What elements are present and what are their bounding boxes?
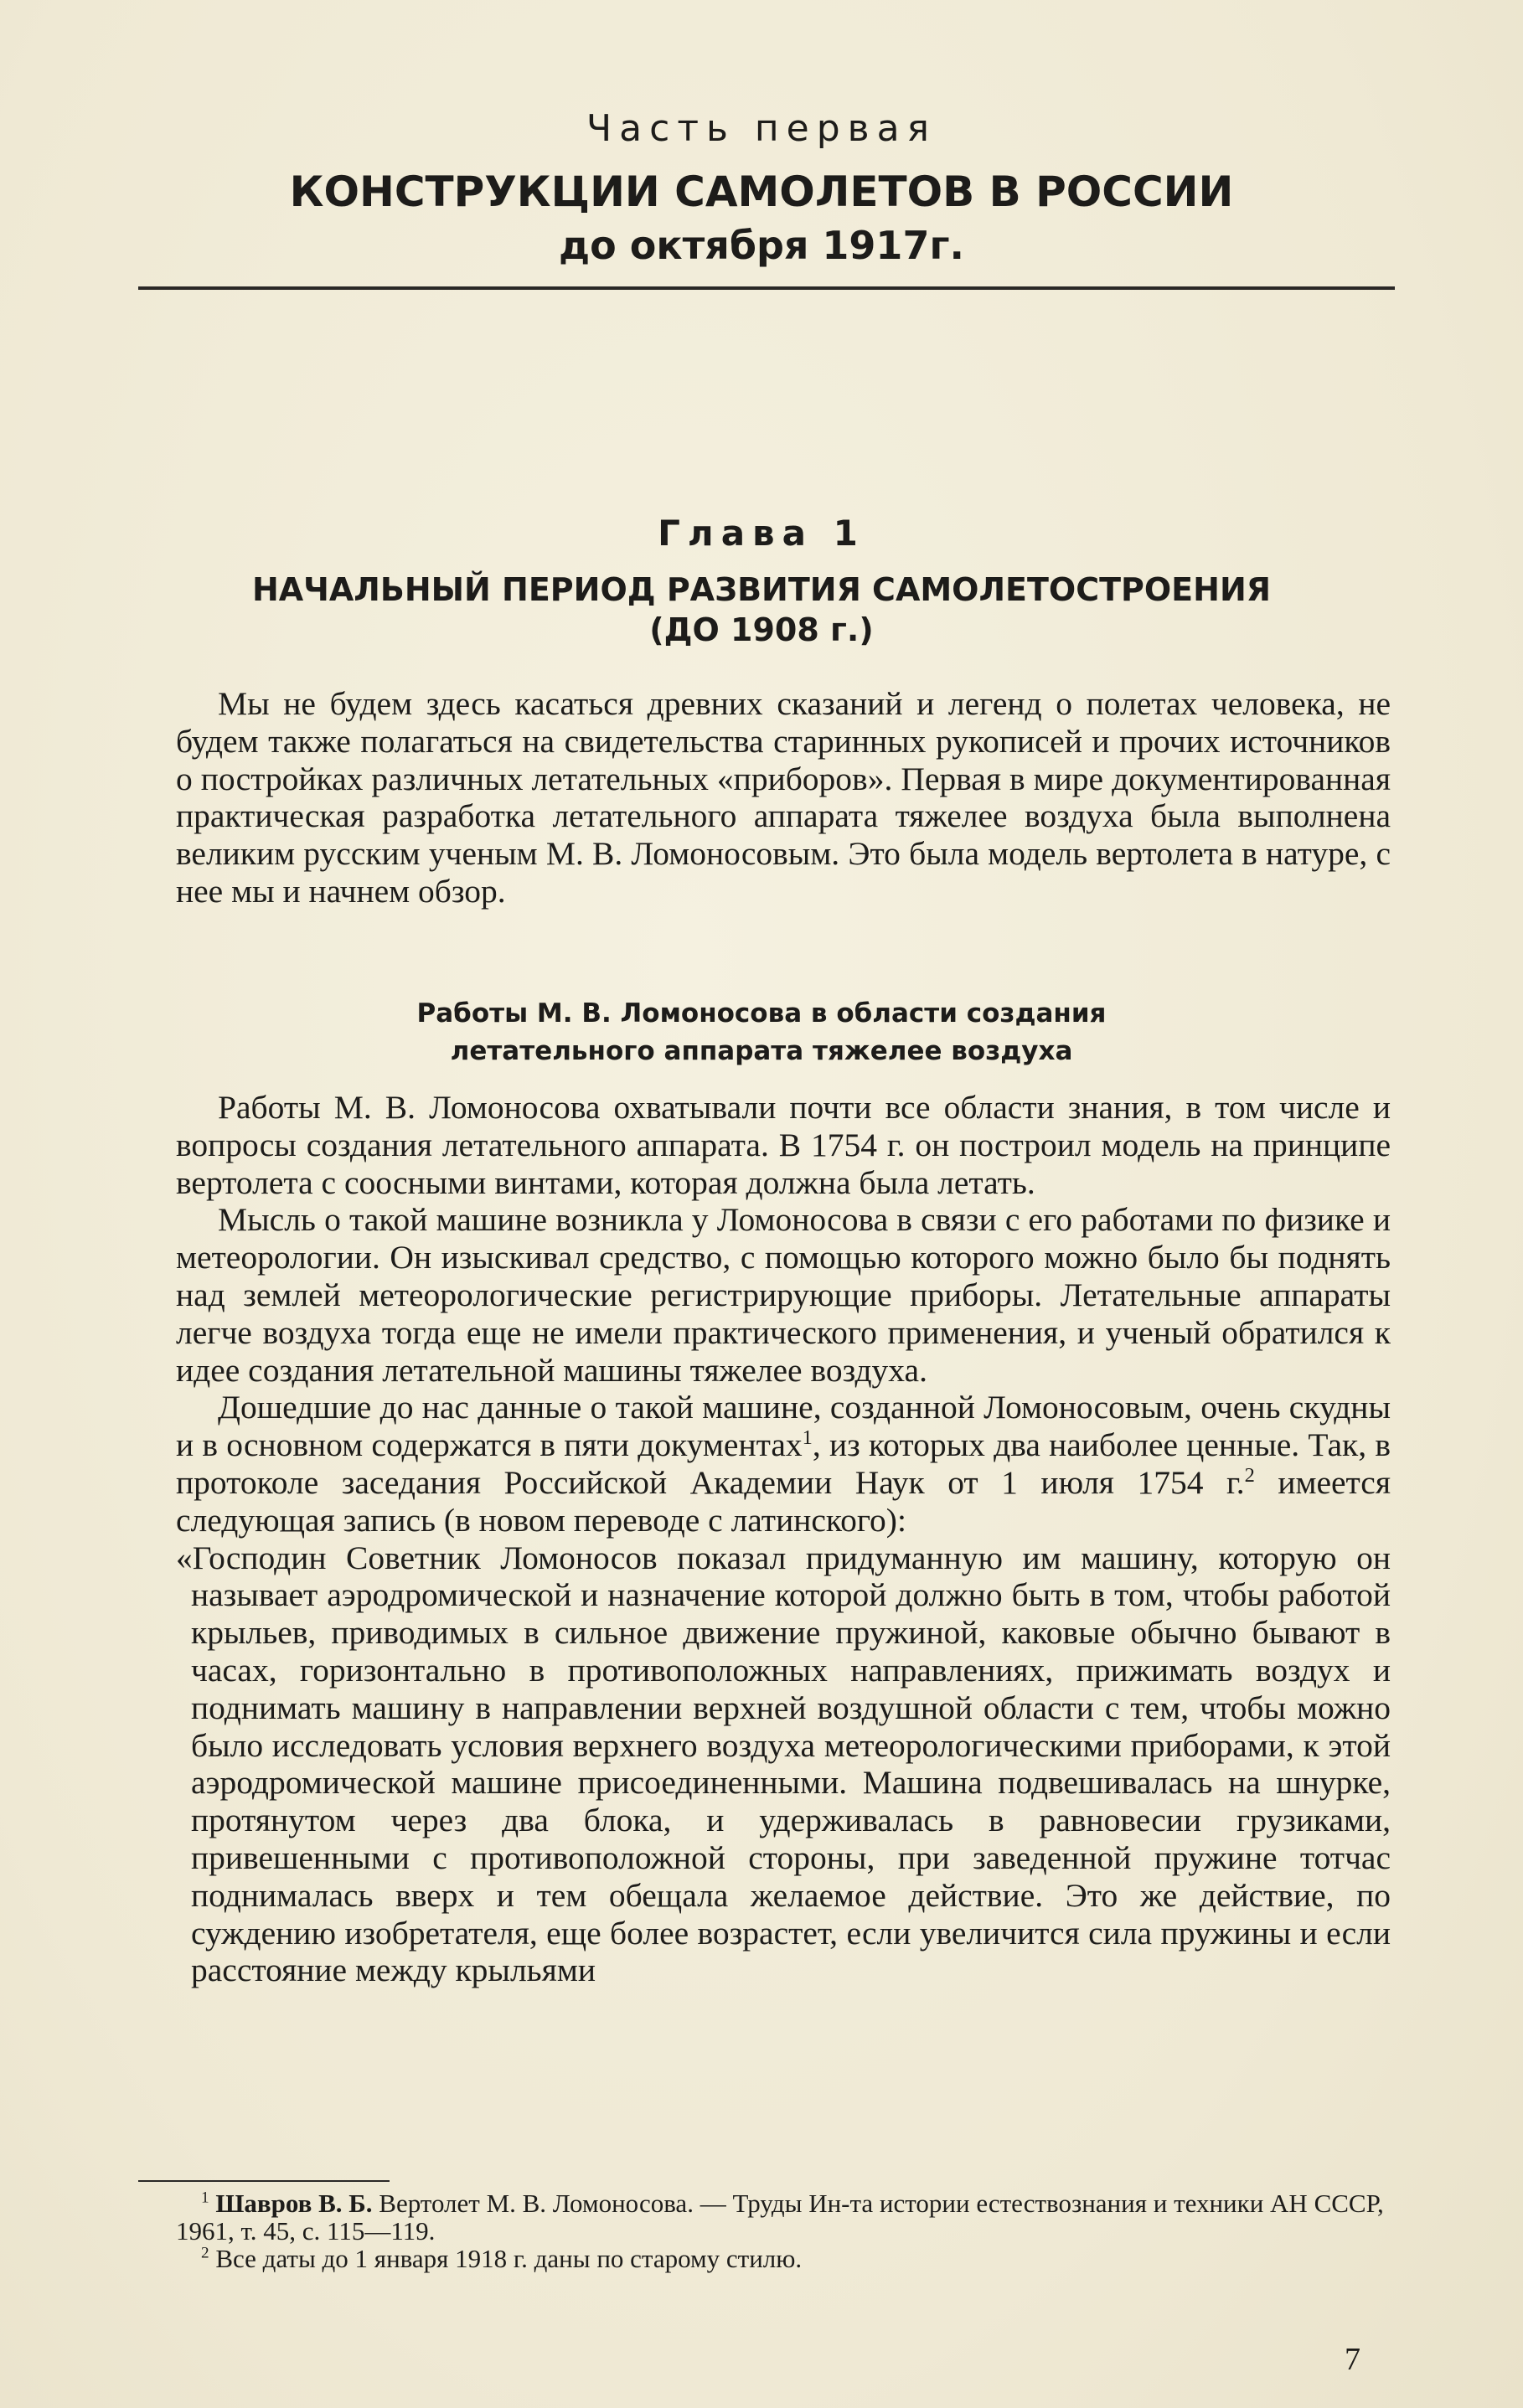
chapter-label: Глава 1 — [658, 513, 865, 554]
footnote-2 — [176, 2245, 1391, 2272]
section-heading-line1: Работы М. В. Ломоносова в области создания — [416, 998, 1107, 1029]
header-divider — [138, 286, 1395, 290]
footnote-1-author: Шавров В. Б. — [215, 2189, 373, 2218]
part-label: Часть первая — [586, 107, 937, 150]
quote-paragraph: «Господин Советник Ломоносов показал придуманную им машину, которую он называет аэродромической и назначение которой должно быть в том, чтобы работой крыльев, приводимых в сильное движение пружиной, каковые обычно бывают в часах, горизонтально в противоположных направлениях, прижимать воздух и поднимать машину в направлении верхней воздушной области с тем, чтобы можно было исследовать условия верхнего воздуха метеорологическими приборами, к этой аэродромической машине присоединенными. Машина подвешивалась на шнурке, протянутом через два блока, и удерживалась в равновесии грузиками, привешенными с противоположной стороны, при заведенной пружине тотчас поднималась вверх и тем обещала желаемое действие. Это же действие, по суждению изобретателя, еще более возрастет, если увеличится сила пружины и если расстояние между крыльями — [176, 1539, 1391, 1989]
footnote-2-text: Все даты до 1 января 1918 г. даны по старому стилю. — [209, 2244, 803, 2273]
paragraph-3-part-b: , из которых два наиболее ценные. Так, в протоколе заседания Российской Академии Наук от 1 июля 1754 г. — [176, 1426, 1391, 1501]
footnotes — [176, 2189, 1391, 2272]
intro-paragraph: Мы не будем здесь касаться древних сказаний и легенд о полетах человека, не будем также полагаться на свидетельства старинных рукописей и прочих источников о постройках различных летательных «приборов». Первая в мире документированная практическая разработка летательного аппарата тяжелее воздуха была выполнена великим русским ученым М. В. Ломоносовым. Это была модель вертолета в натуре, с нее мы и начнем обзор. — [176, 685, 1391, 910]
section-paragraph-2: Мысль о такой машине возникла у Ломоносова в связи с его работами по физике и метеорологии. Он изыскивал средство, с помощью которого можно было бы поднять над землей метеорологические регистрирующие приборы. Летательные аппараты легче воздуха тогда еще не имели практического применения, и ученый обратился к идее создания летательной машины тяжелее воздуха. — [176, 1201, 1391, 1389]
footnote-2-mark: 2 — [201, 2244, 209, 2262]
chapter-subtitle: (ДО 1908 г.) — [649, 611, 874, 648]
section-paragraph-1: Работы М. В. Ломоносова охватывали почти все области знания, в том числе и вопросы создания летательного аппарата. В 1754 г. он построил модель на принципе вертолета с соосными винтами, которая должна была летать. — [176, 1089, 1391, 1201]
paragraph-3-part-c: имеется следующая запись (в новом переводе с латинского): — [176, 1463, 1391, 1539]
part-title: КОНСТРУКЦИИ САМОЛЕТОВ В РОССИИ — [289, 168, 1234, 216]
section-paragraph-3 — [176, 1389, 1391, 1539]
section-heading-line2: летательного аппарата тяжелее воздуха — [450, 1036, 1073, 1066]
intro-block — [176, 685, 1391, 910]
footnote-divider — [138, 2180, 390, 2182]
paragraph-3-part-a: Дошедшие до нас данные о такой машине, созданной Ломоносовым, очень скудны и в основном содержатся в пяти документах — [176, 1389, 1391, 1464]
footnote-1-mark: 1 — [201, 2189, 209, 2207]
part-subtitle: до октября 1917г. — [559, 223, 964, 268]
footnote-ref-1: 1 — [802, 1426, 813, 1450]
footnote-1-text: Вертолет М. В. Ломоносова. — Труды Ин-та истории естествознания и техники АН СССР, 1961, т. 45, с. 115—119. — [176, 2189, 1384, 2246]
section-body — [176, 1089, 1391, 1989]
footnote-1 — [176, 2189, 1391, 2245]
footnote-ref-2: 2 — [1244, 1463, 1255, 1487]
section-heading — [0, 995, 1523, 1070]
page-number: 7 — [1345, 2342, 1360, 2377]
chapter-title: НАЧАЛЬНЫЙ ПЕРИОД РАЗВИТИЯ САМОЛЕТОСТРОЕНИЯ — [251, 571, 1272, 608]
